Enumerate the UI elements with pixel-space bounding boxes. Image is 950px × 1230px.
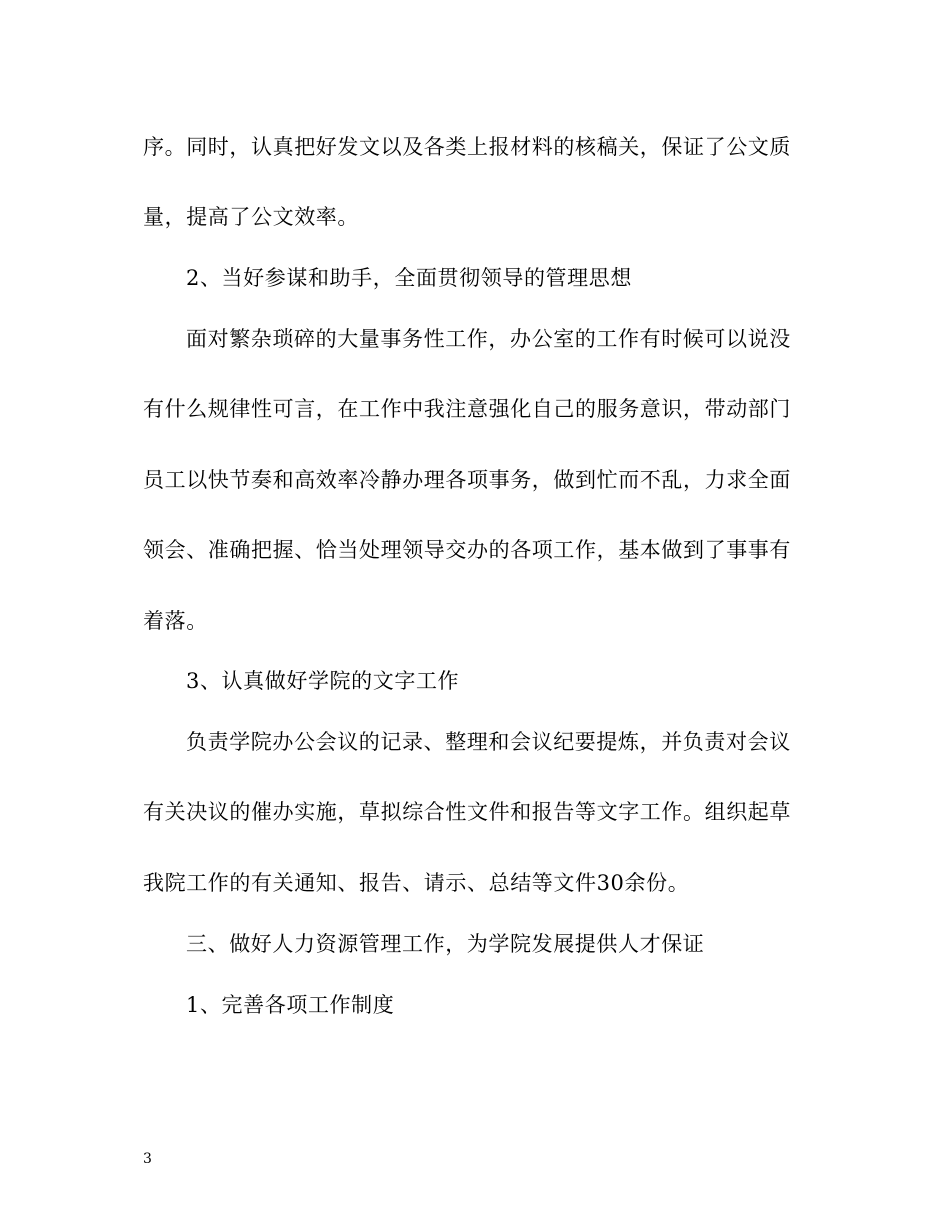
section-heading: 3、认真做好学院的文字工作 bbox=[186, 669, 460, 693]
paragraph-line: 着落。 bbox=[143, 609, 208, 633]
paragraph-line: 领会、准确把握、恰当处理领导交办的各项工作，基本做到了事事有 bbox=[143, 538, 791, 562]
paragraph-line: 序。同时，认真把好发文以及各类上报材料的核稿关，保证了公文质 bbox=[143, 135, 791, 159]
paragraph-line: 我院工作的有关通知、报告、请示、总结等文件30余份。 bbox=[143, 871, 690, 895]
section-heading: 三、做好人力资源管理工作，为学院发展提供人才保证 bbox=[186, 932, 705, 956]
section-heading: 1、完善各项工作制度 bbox=[186, 993, 395, 1017]
paragraph-line: 有关决议的催办实施，草拟综合性文件和报告等文字工作。组织起草 bbox=[143, 800, 791, 824]
paragraph-line: 有什么规律性可言，在工作中我注意强化自己的服务意识，带动部门 bbox=[143, 397, 791, 421]
paragraph-line: 面对繁杂琐碎的大量事务性工作，办公室的工作有时候可以说没 bbox=[186, 327, 791, 351]
section-heading: 2、当好参谋和助手，全面贯彻领导的管理思想 bbox=[186, 266, 632, 290]
paragraph-line: 员工以快节奏和高效率冷静办理各项事务，做到忙而不乱，力求全面 bbox=[143, 468, 791, 492]
paragraph-line: 量，提高了公文效率。 bbox=[143, 205, 359, 229]
page-number: 3 bbox=[143, 1151, 152, 1167]
paragraph-line: 负责学院办公会议的记录、整理和会议纪要提炼，并负责对会议 bbox=[186, 730, 791, 754]
